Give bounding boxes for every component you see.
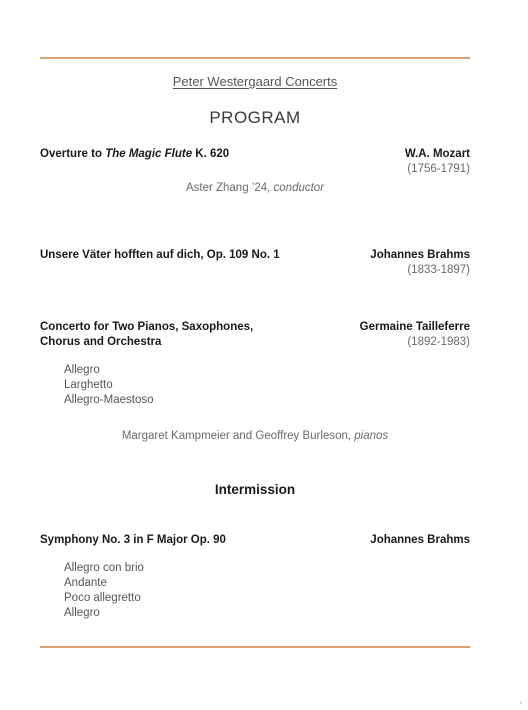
movement-item: Larghetto xyxy=(64,379,113,391)
performer-name: Aster Zhang ’24, xyxy=(185,182,274,194)
composer-block-brahms-symphony xyxy=(370,533,470,548)
work-title-tailleferre-concerto xyxy=(40,320,253,350)
composer-name: Germaine Tailleferre xyxy=(359,321,470,333)
performer-credit-pianos xyxy=(0,430,510,442)
composer-block-tailleferre xyxy=(360,320,470,350)
program-heading: PROGRAM xyxy=(209,108,301,127)
performer-credit-conductor xyxy=(0,182,510,194)
movement-item: Allegro xyxy=(64,607,100,619)
page-number: 1 xyxy=(519,700,522,705)
work-title-suffix: K. 620 xyxy=(192,148,230,160)
work-title-brahms-symphony: Symphony No. 3 in F Major Op. 90 xyxy=(40,534,226,546)
composer-dates: (1892-1983) xyxy=(407,336,470,348)
concert-series-title: Peter Westergaard Concerts xyxy=(172,74,338,89)
movement-item: Allegro-Maestoso xyxy=(64,394,154,406)
composer-dates: (1756-1791) xyxy=(407,163,470,175)
work-title-magic-flute xyxy=(40,147,229,162)
work-title-line-2: Chorus and Orchestra xyxy=(40,336,162,348)
movement-item: Allegro con brio xyxy=(64,562,144,574)
movement-list-concerto xyxy=(64,363,153,408)
composer-name: W.A. Mozart xyxy=(404,148,470,160)
work-title-italic: The Magic Flute xyxy=(105,148,193,160)
movement-list-symphony xyxy=(64,561,144,621)
performer-role: pianos xyxy=(354,430,389,442)
work-title-unsere-vater: Unsere Väter hofften auf dich, Op. 109 No. 1 xyxy=(40,249,280,261)
composer-block-brahms xyxy=(370,248,470,278)
movement-item: Allegro xyxy=(64,364,100,376)
work-title-prefix: Overture to xyxy=(40,148,106,160)
movement-item: Poco allegretto xyxy=(64,592,141,604)
composer-name: Johannes Brahms xyxy=(370,249,470,261)
movement-item: Andante xyxy=(64,577,107,589)
composer-dates: (1833-1897) xyxy=(407,264,470,276)
composer-name: Johannes Brahms xyxy=(370,534,470,546)
performer-name: Margaret Kampmeier and Geoffrey Burleson, xyxy=(121,430,355,442)
work-title-line-1: Concerto for Two Pianos, Saxophones, xyxy=(40,321,254,333)
composer-block-mozart xyxy=(405,147,470,177)
performer-role: conductor xyxy=(273,182,325,194)
intermission-heading: Intermission xyxy=(214,482,296,497)
top-divider xyxy=(40,57,470,59)
bottom-divider xyxy=(40,646,470,648)
